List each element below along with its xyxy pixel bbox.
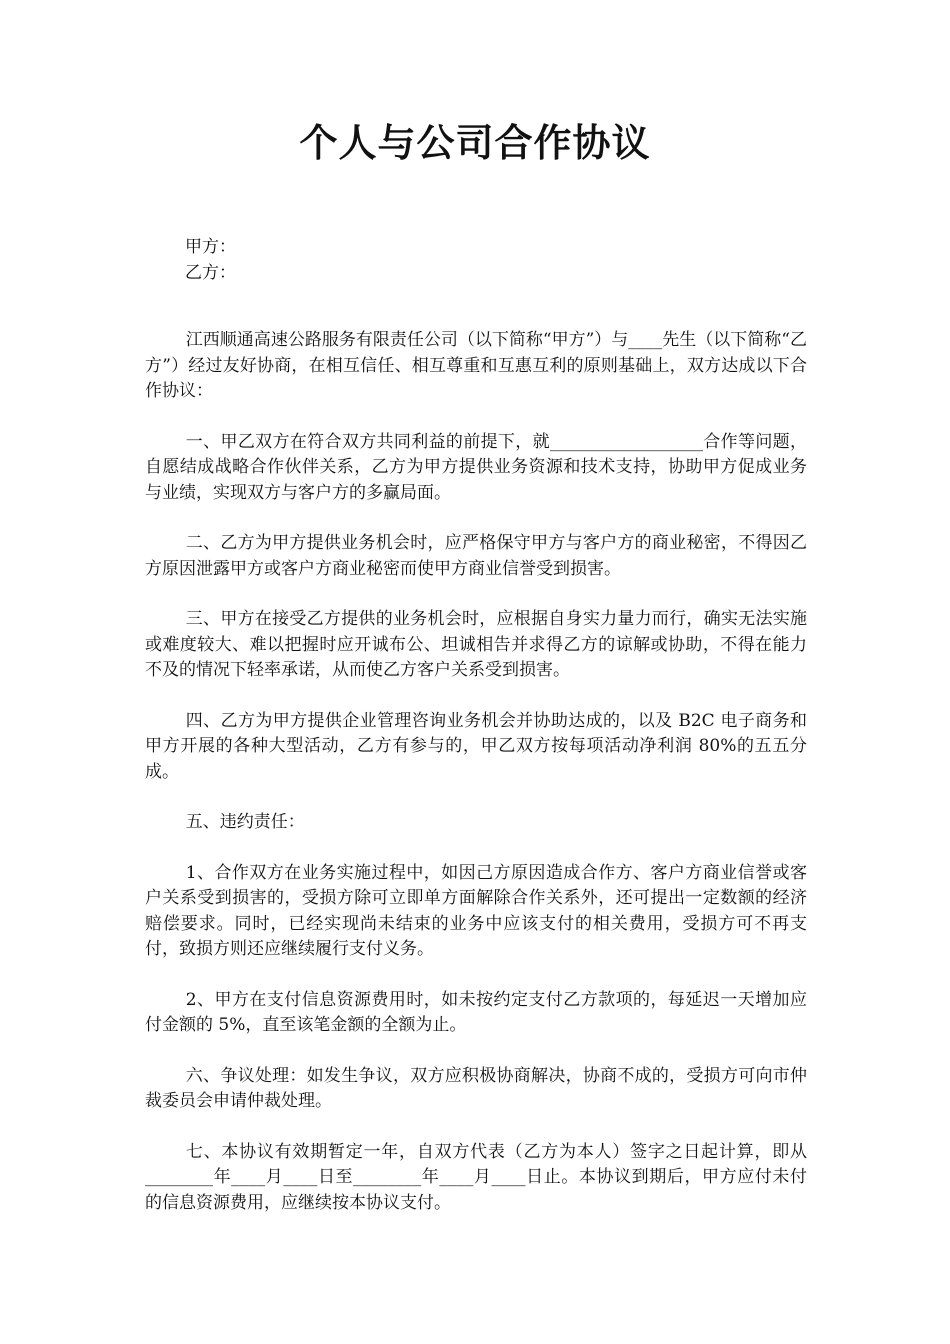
clause-7: 七、本协议有效期暂定一年，自双方代表（乙方为本人）签字之日起计算，即从________年____月____日至________年____月____日止。本协议到期后，甲方应付未付的信息资源费用，应继续按本协议支付。	[145, 1141, 807, 1213]
clause-6: 六、争议处理：如发生争议，双方应积极协商解决，协商不成的，受损方可向市仲裁委员会申请仲裁处理。	[145, 1065, 807, 1111]
document-title: 个人与公司合作协议	[299, 121, 651, 165]
document-body	[145, 235, 807, 1216]
clause-5-item-1: 1、合作双方在业务实施过程中，如因己方原因造成合作方、客户方商业信誉或客户关系受到损害的，受损方除可立即单方面解除合作关系外，还可提出一定数额的经济赔偿要求。同时，已经实现尚未结束的业务中应该支付的相关费用，受损方可不再支付，致损方则还应继续履行支付义务。	[145, 862, 807, 959]
clause-4: 四、乙方为甲方提供企业管理咨询业务机会并协助达成的，以及 B2C 电子商务和甲方开展的各种大型活动，乙方有参与的，甲乙双方按每项活动净利润 80%的五五分成。	[145, 710, 807, 782]
clause-2: 二、乙方为甲方提供业务机会时，应严格保守甲方与客户方的商业秘密，不得因乙方原因泄露甲方或客户方商业秘密而使甲方商业信誉受到损害。	[145, 533, 807, 579]
party-b-label: 乙方：	[185, 262, 236, 283]
clause-5-item-2: 2、甲方在支付信息资源费用时，如未按约定支付乙方款项的，每延迟一天增加应付金额的 5%，直至该笔金额的全额为止。	[145, 989, 807, 1035]
clause-3: 三、甲方在接受乙方提供的业务机会时，应根据自身实力量力而行，确实无法实施或难度较大、难以把握时应开诚布公、坦诚相告并求得乙方的谅解或协助，不得在能力不及的情况下轻率承诺，从而使乙方客户关系受到损害。	[145, 609, 807, 680]
intro-paragraph: 江西顺通高速公路服务有限责任公司（以下简称“甲方”）与____先生（以下简称“乙方”）经过友好协商，在相互信任、相互尊重和互惠互利的原则基础上，双方达成以下合作协议：	[145, 330, 807, 401]
clause-5-heading: 五、违约责任：	[185, 812, 305, 832]
clause-1: 一、甲乙双方在符合双方共同利益的前提下，就__________________合作等问题，自愿结成战略合作伙伴关系，乙方为甲方提供业务资源和技术支持，协助甲方促成业务与业绩，实现双方与客户方的多赢局面。	[145, 431, 807, 503]
party-a-label: 甲方：	[185, 237, 236, 257]
